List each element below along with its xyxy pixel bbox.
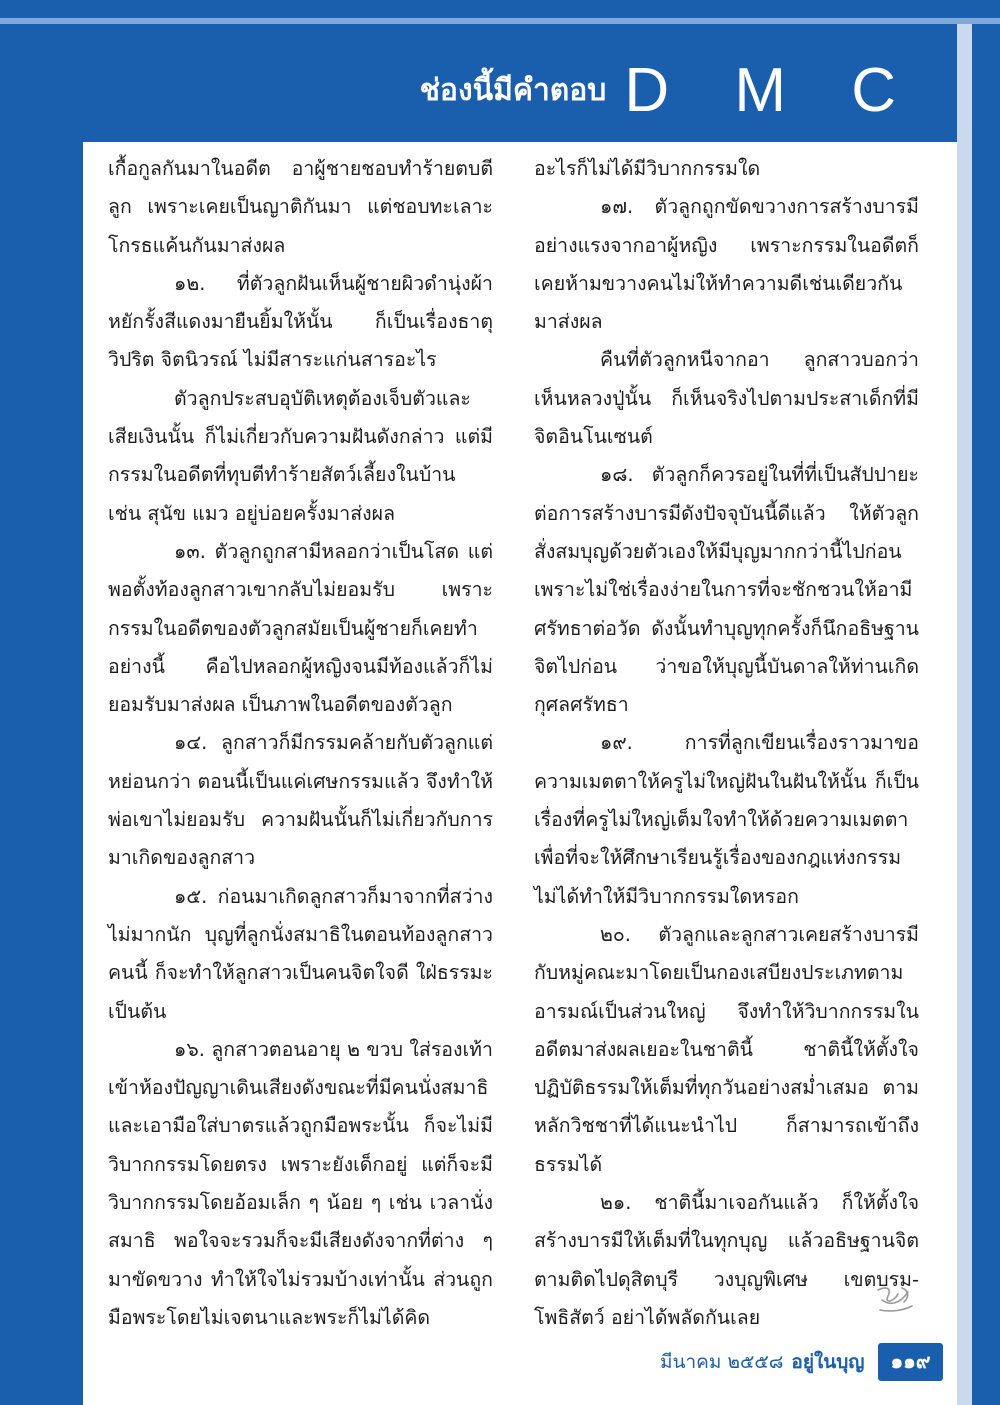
column-title bbox=[419, 52, 920, 125]
signature-mark bbox=[872, 1282, 916, 1322]
issue-date: มีนาคม ๒๕๕๘ bbox=[660, 1351, 784, 1373]
light-stripe-right bbox=[957, 24, 972, 1405]
light-stripe bbox=[0, 18, 1000, 24]
blue-frame-right bbox=[972, 0, 1000, 1405]
blue-frame-left bbox=[0, 0, 83, 1405]
paragraph: ๑๖. ลูกสาวตอนอายุ ๒ ขวบ ใส่รองเท้าเข้าห้องปัญญาเดินเสียงดังขณะที่มีคนนั่งสมาธิ และเอามือใส่บาตรแล้วถูกมือพระนั้น ก็จะไม่มีวิบากกรรมโดยตรง เพราะยังเด็กอยู่ แต่ก็จะมีวิบากกรรมโดยอ้อมเล็ก ๆ น้อย ๆ เช่น เวลานั่งสมาธิ พอใจจะรวมก็จะมีเสียงดังจากที่ต่าง ๆ มาขัดขวาง ทำให้ใจไม่รวมบ้างเท่านั้น ส่วนถูกมือพระโดยไม่เจตนาและพระก็ไม่ได้คิด bbox=[108, 1037, 493, 1329]
left-column bbox=[108, 150, 493, 1337]
paragraph: ๑๓. ตัวลูกถูกสามีหลอกว่าเป็นโสด แต่พอตั้งท้องลูกสาวเขากลับไม่ยอมรับ เพราะกรรมในอดีตของตัวลูกสมัยเป็นผู้ชายก็เคยทำอย่างนี้ คือไปหลอกผู้หญิงจนมีท้องแล้วก็ไม่ยอมรับมาส่งผล เป็นภาพในอดีตของตัวลูก bbox=[108, 539, 493, 717]
paragraph: คืนที่ตัวลูกหนีจากอา ลูกสาวบอกว่าเห็นหลวงปู่นั้น ก็เห็นจริงไปตามประสาเด็กที่มีจิตอินโนเซนต์ bbox=[534, 348, 919, 449]
column-title-dmc: D M C bbox=[624, 56, 920, 125]
page-footer bbox=[660, 1345, 943, 1379]
paragraph: ๑๗. ตัวลูกถูกขัดขวางการสร้างบารมีอย่างแรงจากอาผู้หญิง เพราะกรรมในอดีตก็เคยห้ามขวางคนไม่ให้ทำความดีเช่นเดียวกันมาส่งผล bbox=[534, 195, 919, 334]
column-title-thai: ช่องนี้มีคำตอบ bbox=[419, 73, 607, 108]
paragraph: ตัวลูกประสบอุบัติเหตุต้องเจ็บตัวและเสียเงินนั้น ก็ไม่เกี่ยวกับความฝันดังกล่าว แต่มีกรรมในอดีตที่ทุบตีทำร้ายสัตว์เลี้ยงในบ้าน เช่น สุนัข แมว อยู่บ่อยครั้งมาส่งผล bbox=[108, 386, 493, 525]
magazine-name: อยู่ในบุญ bbox=[791, 1351, 865, 1373]
paragraph: เกื้อกูลกันมาในอดีต อาผู้ชายชอบทำร้ายตบตีลูก เพราะเคยเป็นญาติกันมา แต่ชอบทะเลาะโกรธแค้นกันมาส่งผล bbox=[108, 157, 493, 257]
page-number: ๑๑๙ bbox=[878, 1343, 942, 1381]
right-column bbox=[534, 150, 919, 1337]
paragraph: ๑๔. ลูกสาวก็มีกรรมคล้ายกับตัวลูกแต่หย่อนกว่า ตอนนี้เป็นแค่เศษกรรมแล้ว จึงทำให้พ่อเขาไม่ยอมรับ ความฝันนั้นก็ไม่เกี่ยวกับการมาเกิดของลูกสาว bbox=[108, 731, 493, 870]
paragraph: ๒๑. ชาตินี้มาเจอกันแล้ว ก็ให้ตั้งใจสร้างบารมีให้เต็มที่ในทุกบุญ แล้วอธิษฐานจิตตามติดไปดุสิตบุรี วงบุญพิเศษ เขตบรม-โพธิสัตว์ อย่าได้พลัดกันเลย bbox=[534, 1191, 919, 1329]
paragraph: ๑๙. การที่ลูกเขียนเรื่องราวมาขอความเมตตาให้ครูไม่ใหญ่ฝันในฝันให้นั้น ก็เป็นเรื่องที่ครูไม่ใหญ่เต็มใจทำให้ด้วยความเมตตา เพื่อที่จะให้ศึกษาเรียนรู้เรื่องของกฎแห่งกรรม ไม่ได้ทำให้มีวิบากกรรมใดหรอก bbox=[534, 731, 919, 908]
paragraph: ๑๒. ที่ตัวลูกฝันเห็นผู้ชายผิวดำนุ่งผ้าหยักรั้งสีแดงมายืนยิ้มให้นั้น ก็เป็นเรื่องธาตุวิปริต จิตนิวรณ์ ไม่มีสาระแก่นสารอะไร bbox=[108, 271, 493, 372]
paragraph: ๑๕. ก่อนมาเกิดลูกสาวก็มาจากที่สว่างไม่มากนัก บุญที่ลูกนั่งสมาธิในตอนท้องลูกสาวคนนี้ ก็จะทำให้ลูกสาวเป็นคนจิตใจดี ใฝ่ธรรมะเป็นต้น bbox=[108, 884, 493, 1023]
paragraph: อะไรก็ไม่ได้มีวิบากกรรมใด bbox=[534, 157, 761, 180]
paragraph: ๒๐. ตัวลูกและลูกสาวเคยสร้างบารมีกับหมู่คณะมาโดยเป็นกองเสบียงประเภทตามอารมณ์เป็นส่วนใหญ่ จึงทำให้วิบากกรรมในอดีตมาส่งผลเยอะในชาตินี้ ชาตินี้ให้ตั้งใจปฏิบัติธรรมให้เต็มที่ทุกวันอย่างสม่ำเสมอ ตามหลักวิชชาที่ได้แนะนำไป ก็สามารถเข้าถึงธรรมได้ bbox=[534, 922, 919, 1176]
paragraph: ๑๘. ตัวลูกก็ควรอยู่ในที่ที่เป็นสัปปายะต่อการสร้างบารมีดังปัจจุบันนี้ดีแล้ว ให้ตัวลูกสั่งสมบุญด้วยตัวเองให้มีบุญมากกว่านี้ไปก่อน เพราะไม่ใช่เรื่องง่ายในการที่จะชักชวนให้อามีศรัทธาต่อวัด ดังนั้นทำบุญทุกครั้งก็นึกอธิษฐานจิตไปก่อน ว่าขอให้บุญนี้บันดาลให้ท่านเกิดกุศลศรัทธา bbox=[534, 463, 919, 717]
